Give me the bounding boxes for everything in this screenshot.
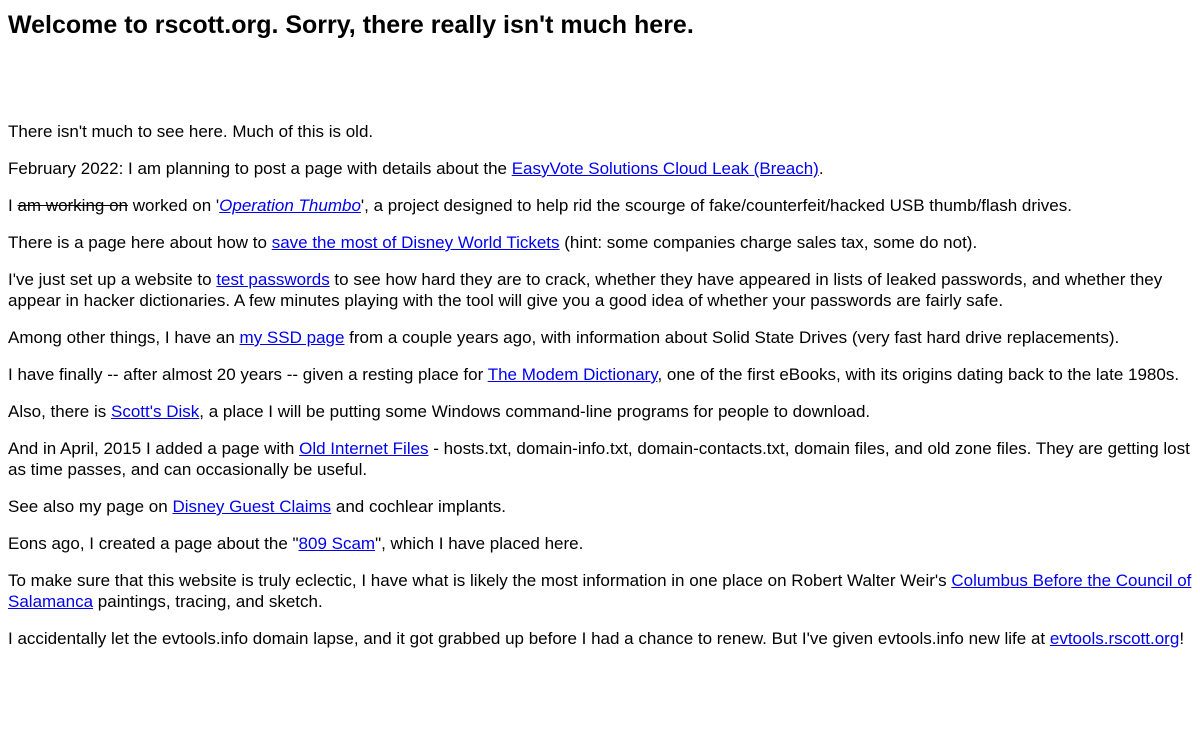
old-files-text-before: And in April, 2015 I added a page with bbox=[8, 439, 300, 458]
passwords-text-after: to see how hard they are to crack, whether they have appeared in lists of leaked passwords, and whether they appear in hacker dictionaries. A few minutes playing with the tool will give you a good idea of whether your passwords are fairly safe. bbox=[8, 270, 1163, 310]
scotts-disk-text-before: Also, there is bbox=[8, 402, 111, 421]
disney-claims-text-after: and cochlear implants. bbox=[331, 497, 506, 516]
old-internet-files-paragraph bbox=[8, 438, 1192, 480]
intro-text: There isn't much to see here. Much of this is old. bbox=[8, 122, 374, 141]
easyvote-link[interactable]: EasyVote Solutions Cloud Leak (Breach) bbox=[511, 159, 819, 178]
disney-tickets-text-before: There is a page here about how to bbox=[8, 233, 272, 252]
ssd-text-before: Among other things, I have an bbox=[8, 328, 240, 347]
page-title: Welcome to rscott.org. Sorry, there really isn't much here. bbox=[8, 11, 694, 39]
evtools-text-before: I accidentally let the evtools.info domain lapse, and it got grabbed up before I had a chance to renew. But I've given evtools.info new life at bbox=[8, 629, 1050, 648]
intro-paragraph bbox=[8, 121, 1192, 142]
passwords-text-before: I've just set up a website to bbox=[8, 270, 217, 289]
disney-tickets-text-after: (hint: some companies charge sales tax, some do not). bbox=[559, 233, 978, 252]
evtools-text-after: ! bbox=[1179, 629, 1185, 648]
thumbo-text-before: worked on ' bbox=[128, 196, 220, 215]
ssd-text-after: from a couple years ago, with information about Solid State Drives (very fast hard drive replacements). bbox=[344, 328, 1120, 347]
modem-text-before: I have finally -- after almost 20 years -- given a resting place for bbox=[8, 365, 488, 384]
operation-thumbo-link[interactable] bbox=[219, 196, 361, 215]
disney-claims-text-before: See also my page on bbox=[8, 497, 173, 516]
ssd-page-link[interactable]: my SSD page bbox=[239, 328, 345, 347]
spacer bbox=[8, 40, 1192, 121]
modem-dictionary-paragraph bbox=[8, 364, 1192, 385]
thumbo-struck-text: am working on bbox=[17, 196, 129, 215]
scam-text-before: Eons ago, I created a page about the " bbox=[8, 534, 299, 553]
scam-text-after: ", which I have placed here. bbox=[375, 534, 584, 553]
columbus-text-after: paintings, tracing, and sketch. bbox=[93, 592, 323, 611]
columbus-link[interactable]: Columbus Before the Council of Salamanca bbox=[8, 571, 1192, 611]
passwords-paragraph bbox=[8, 269, 1192, 311]
disney-tickets-paragraph bbox=[8, 232, 1192, 253]
thumbo-text-i: I bbox=[8, 196, 18, 215]
easyvote-text-after: . bbox=[818, 159, 824, 178]
scotts-disk-text-after: , a place I will be putting some Windows command-line programs for people to download. bbox=[199, 402, 871, 421]
modem-text-after: , one of the first eBooks, with its origins dating back to the late 1980s. bbox=[657, 365, 1180, 384]
modem-dictionary-link[interactable]: The Modem Dictionary bbox=[487, 365, 658, 384]
809-scam-link[interactable]: 809 Scam bbox=[298, 534, 376, 553]
scam-paragraph bbox=[8, 533, 1192, 554]
old-files-text-after: - hosts.txt, domain-info.txt, domain-contacts.txt, domain files, and old zone files. They are getting lost as time passes, and can occasionally be useful. bbox=[8, 439, 1190, 479]
thumbo-paragraph bbox=[8, 195, 1192, 216]
ssd-paragraph bbox=[8, 327, 1192, 348]
page-content bbox=[0, 10, 1200, 649]
columbus-text-before: To make sure that this website is truly eclectic, I have what is likely the most information in one place on Robert Walter Weir's bbox=[8, 571, 952, 590]
disney-claims-paragraph bbox=[8, 496, 1192, 517]
columbus-paragraph bbox=[8, 570, 1192, 612]
disney-tickets-link[interactable]: save the most of Disney World Tickets bbox=[271, 233, 560, 252]
scotts-disk-paragraph bbox=[8, 401, 1192, 422]
easyvote-text-before: February 2022: I am planning to post a page with details about the bbox=[8, 159, 512, 178]
evtools-paragraph bbox=[8, 628, 1192, 649]
thumbo-text-after: ', a project designed to help rid the scourge of fake/counterfeit/hacked USB thumb/flash drives. bbox=[360, 196, 1072, 215]
old-internet-files-link[interactable]: Old Internet Files bbox=[299, 439, 429, 458]
easyvote-paragraph bbox=[8, 158, 1192, 179]
disney-guest-claims-link[interactable]: Disney Guest Claims bbox=[172, 497, 332, 516]
operation-thumbo-link-label: Operation Thumbo bbox=[219, 196, 361, 215]
test-passwords-link[interactable]: test passwords bbox=[216, 270, 330, 289]
evtools-link[interactable]: evtools.rscott.org bbox=[1049, 629, 1180, 648]
scotts-disk-link[interactable]: Scott's Disk bbox=[111, 402, 200, 421]
